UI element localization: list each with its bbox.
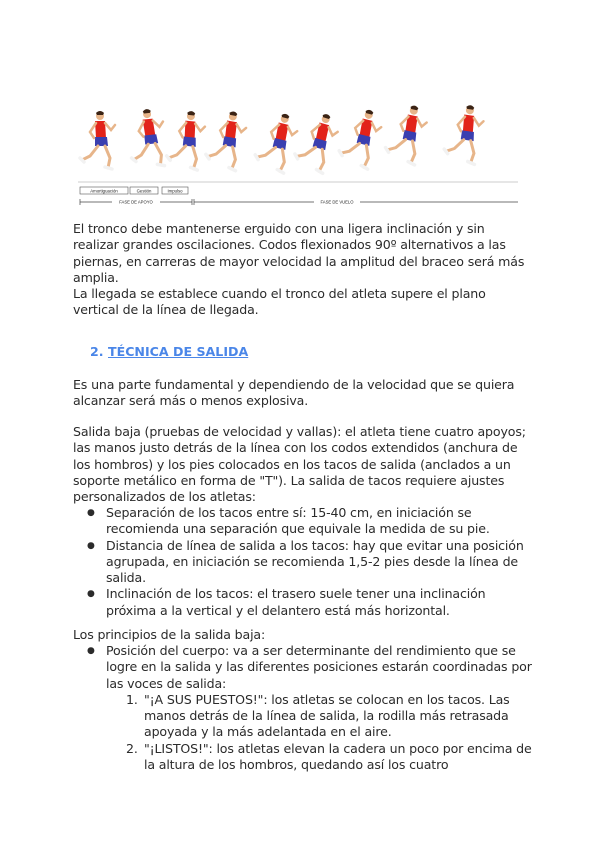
impulso-label: Impulso	[167, 188, 183, 194]
running-sequence-figure	[78, 98, 518, 216]
amortiguacion-label: Amortiguación	[90, 188, 118, 194]
runner-4	[204, 108, 249, 171]
runner-6	[292, 109, 342, 174]
step-text: "¡A SUS PUESTOS!": los atletas se colocan en los tacos. Las manos detrás de la línea de salida, la rodilla más retrasada apoyada y la más adelantada en el aire.	[144, 691, 510, 740]
runner-9	[443, 103, 486, 165]
list-item	[106, 741, 533, 774]
list-item	[73, 643, 533, 773]
list-item: ● Inclinación de los tacos: el trasero suele tener una inclinación próxima a la vertical y el delantero está más horizontal.	[73, 586, 533, 619]
runner-3	[165, 109, 206, 170]
step-text: "¡LISTOS!": los atletas elevan la cadera un poco por encima de la altura de los hombros, quedando así los cuatro	[144, 740, 532, 773]
list-item	[106, 692, 533, 741]
gestion-label: Gestión	[136, 188, 152, 194]
runner-5	[253, 109, 301, 174]
runner-2	[127, 108, 168, 169]
list-item: ● Separación de los tacos entre sí: 15-40 cm, en iniciación se recomienda una separación que equivale la medida de su pie.	[73, 505, 533, 538]
paragraph-intro: Es una parte fundamental y dependiendo de la velocidad que se quiera alcanzar será más o menos explosiva.	[73, 377, 515, 409]
principios-bullet-list	[73, 643, 533, 773]
fase-vuelo-label: FASE DE VUELO	[320, 199, 354, 205]
paragraph-llegada: La llegada se establece cuando el tronco del atleta supere el plano vertical de la línea de llegada.	[73, 286, 486, 318]
tacos-bullet-list	[73, 505, 533, 619]
runner-7	[337, 105, 385, 170]
paragraph-braceo: El tronco debe mantenerse erguido con una ligera inclinación y sin realizar grandes oscilaciones. Codos flexionados 90º alternativos a las piernas, en carreras de mayor velocidad la amplitud del braceo será más amplia.	[73, 221, 525, 285]
section-number: 2.	[90, 344, 104, 359]
paragraph-salida-baja: Salida baja (pruebas de velocidad y vallas): el atleta tiene cuatro apoyos; las manos justo detrás de la línea con los codos extendidos (anchura de los hombros) y los pies colocados en los tacos de salida (anclados a un soporte metálico en forma de "T"). La salida de tacos requiere ajustes personalizados de los atletas:	[73, 424, 526, 505]
section-heading	[90, 344, 248, 360]
list-item: ● Distancia de línea de salida a los tacos: hay que evitar una posición agrupada, en iniciación se recomienda 1,5-2 pies desde la línea de salida.	[73, 538, 533, 587]
step-number: 1.	[126, 691, 138, 707]
runner-8	[383, 102, 429, 166]
voces-salida-list	[106, 692, 533, 773]
fase-apoyo-label: FASE DE APOYO	[119, 199, 153, 205]
principios-title: Los principios de la salida baja:	[73, 627, 266, 642]
runner-1	[80, 111, 115, 169]
step-number: 2.	[126, 740, 138, 756]
section-title[interactable]: TÉCNICA DE SALIDA	[108, 344, 249, 359]
posicion-cuerpo-text: Posición del cuerpo: va a ser determinante del rendimiento que se logre en la salida y las diferentes posiciones estarán coordinadas por las voces de salida:	[106, 643, 532, 691]
